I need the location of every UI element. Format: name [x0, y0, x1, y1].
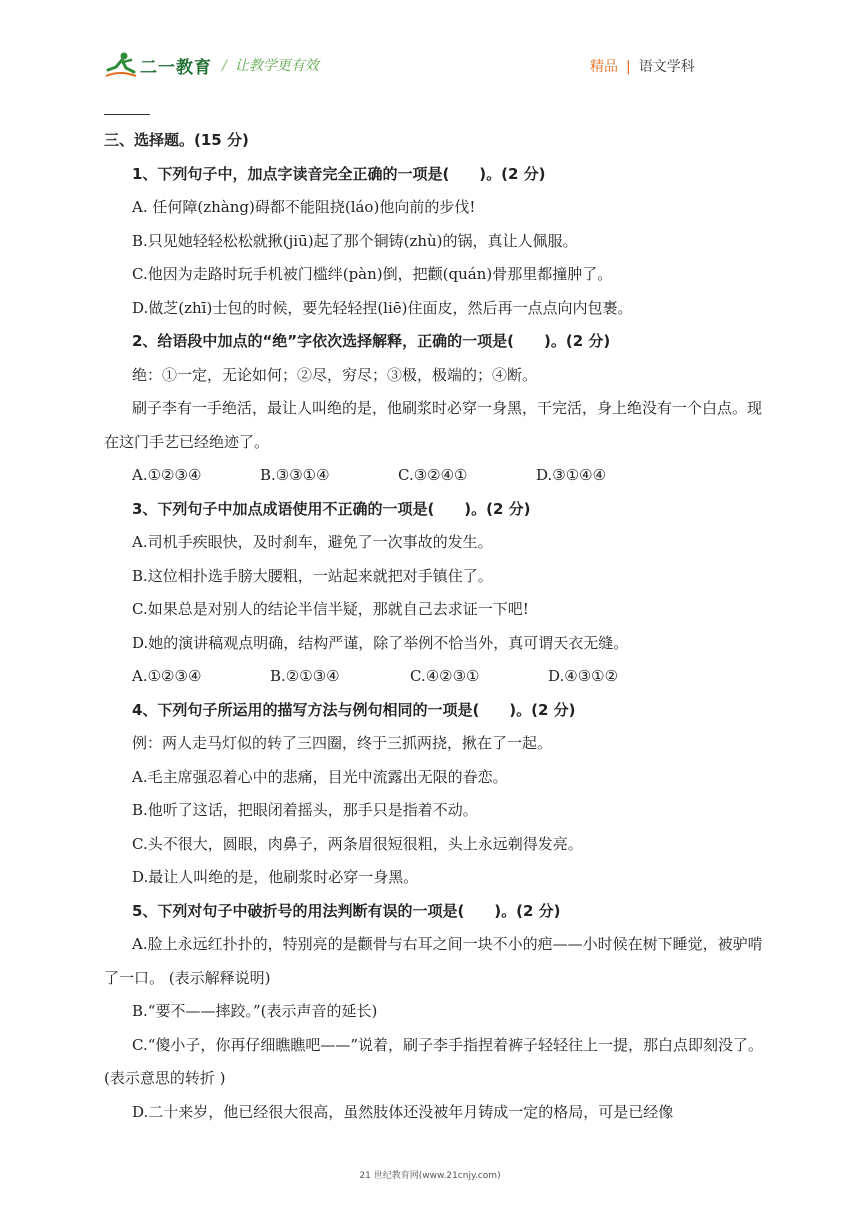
quality-label: 精品	[590, 59, 618, 75]
q1-option-d: D.做芝(zhī)士包的时候，要先轻轻捏(liē)住面皮，然后再一点点向内包裹。	[132, 298, 633, 317]
slogan: / 让教学更有效	[222, 58, 319, 74]
q2-choice-c: C.③②④①	[398, 466, 468, 484]
q3-choice-a: A.①②③④	[132, 667, 202, 685]
q3-options	[104, 660, 764, 694]
header-rule	[104, 114, 150, 115]
q4-example: 例：两人走马灯似的转了三四圈，终于三抓两挠，揪在了一起。	[132, 734, 553, 752]
q4-stem: 4、下列句子所运用的描写方法与例句相同的一项是( )。(2 分)	[132, 700, 576, 719]
q3-choice-d: D.④③①②	[548, 667, 619, 685]
q1-option-a: A. 任何障(zhàng)碍都不能阻挠(láo)他向前的步伐!	[132, 198, 476, 216]
subject-label: 语文学科	[638, 59, 695, 75]
q5-option-d: D.二十来岁，他已经很大很高，虽然肢体还没被年月铸成一定的格局，可是已经像	[132, 1102, 674, 1121]
section-title: 三、选择题。(15 分)	[104, 131, 249, 149]
slogan-text: 让教学更有效	[234, 58, 319, 74]
q2-stem: 2、给语段中加点的“绝”字依次选择解释，正确的一项是( )。(2 分)	[132, 332, 611, 350]
q3-option-a: A.司机手疾眼快，及时刹车，避免了一次事故的发生。	[132, 533, 493, 551]
q1-stem: 1、下列句子中，加点字读音完全正确的一项是( )。(2 分)	[132, 164, 546, 183]
q1-option-c: C.他因为走路时玩手机被门槛绊(pàn)倒，把颧(quán)骨那里都撞肿了。	[132, 265, 613, 283]
q2-choice-b: B.③③①④	[260, 466, 330, 484]
q3-option-d: D.她的演讲稿观点明确，结构严谨，除了举例不恰当外，真可谓天衣无缝。	[132, 633, 629, 652]
q4-option-c: C.头不很大，圆眼，肉鼻子，两条眉很短很粗，头上永远剃得发亮。	[132, 834, 583, 853]
q3-choice-c: C.④②③①	[410, 667, 480, 685]
q3-choice-b: B.②①③④	[270, 667, 340, 685]
q2-choice-a: A.①②③④	[132, 466, 202, 484]
q4-option-a: A.毛主席强忍着心中的悲痛，目光中流露出无限的眷恋。	[132, 767, 508, 786]
logo	[104, 50, 212, 80]
logo-text: 二一教育	[140, 57, 212, 78]
q3-option-c: C.如果总是对别人的结论半信半疑，那就自己去求证一下吧!	[132, 600, 529, 618]
document-body	[104, 124, 764, 1129]
page-footer: 21 世纪教育网(www.21cnjy.com)	[359, 1171, 501, 1181]
q2-options	[104, 459, 764, 493]
header-right: 精品 | 语文学科	[590, 59, 695, 75]
q3-option-b: B.这位相扑选手膀大腰粗，一站起来就把对手镇住了。	[132, 566, 493, 585]
q5-option-a: A.脸上永远红扑扑的，特别亮的是颧骨与右耳之间一块不小的疤——小时候在树下睡觉，被驴啃了一口。 (表示解释说明)	[104, 935, 763, 987]
q2-passage: 刷子李有一手绝活，最让人叫绝的是，他刷浆时必穿一身黑，干完活，身上绝没有一个白点。现在这门手艺已经绝迹了。	[104, 399, 763, 451]
q5-stem: 5、下列对句子中破折号的用法判断有误的一项是( )。(2 分)	[132, 901, 561, 920]
q2-choice-d: D.③①④④	[536, 466, 607, 484]
q1-option-b: B.只见她轻轻松松就揪(jiū)起了那个铜铸(zhù)的锅，真让人佩服。	[132, 231, 578, 250]
runner-logo-icon	[104, 50, 138, 80]
q4-option-d: D.最让人叫绝的是，他刷浆时必穿一身黑。	[132, 868, 419, 886]
page-header	[0, 0, 860, 100]
q2-definitions: 绝：①一定，无论如何；②尽，穷尽；③极，极端的；④断。	[132, 365, 538, 384]
q5-option-b: B.“要不——摔跤。”(表示声音的延长)	[132, 1002, 378, 1020]
q3-stem: 3、下列句子中加点成语使用不正确的一项是( )。(2 分)	[132, 499, 531, 518]
q5-option-c: C.“傻小子，你再仔细瞧瞧吧——”说着，刷子李手指捏着裤子轻轻往上一提，那白点即刻没了。(表示意思的转折 )	[104, 1035, 764, 1087]
q4-option-b: B.他听了这话，把眼闭着摇头，那手只是指着不动。	[132, 801, 478, 819]
